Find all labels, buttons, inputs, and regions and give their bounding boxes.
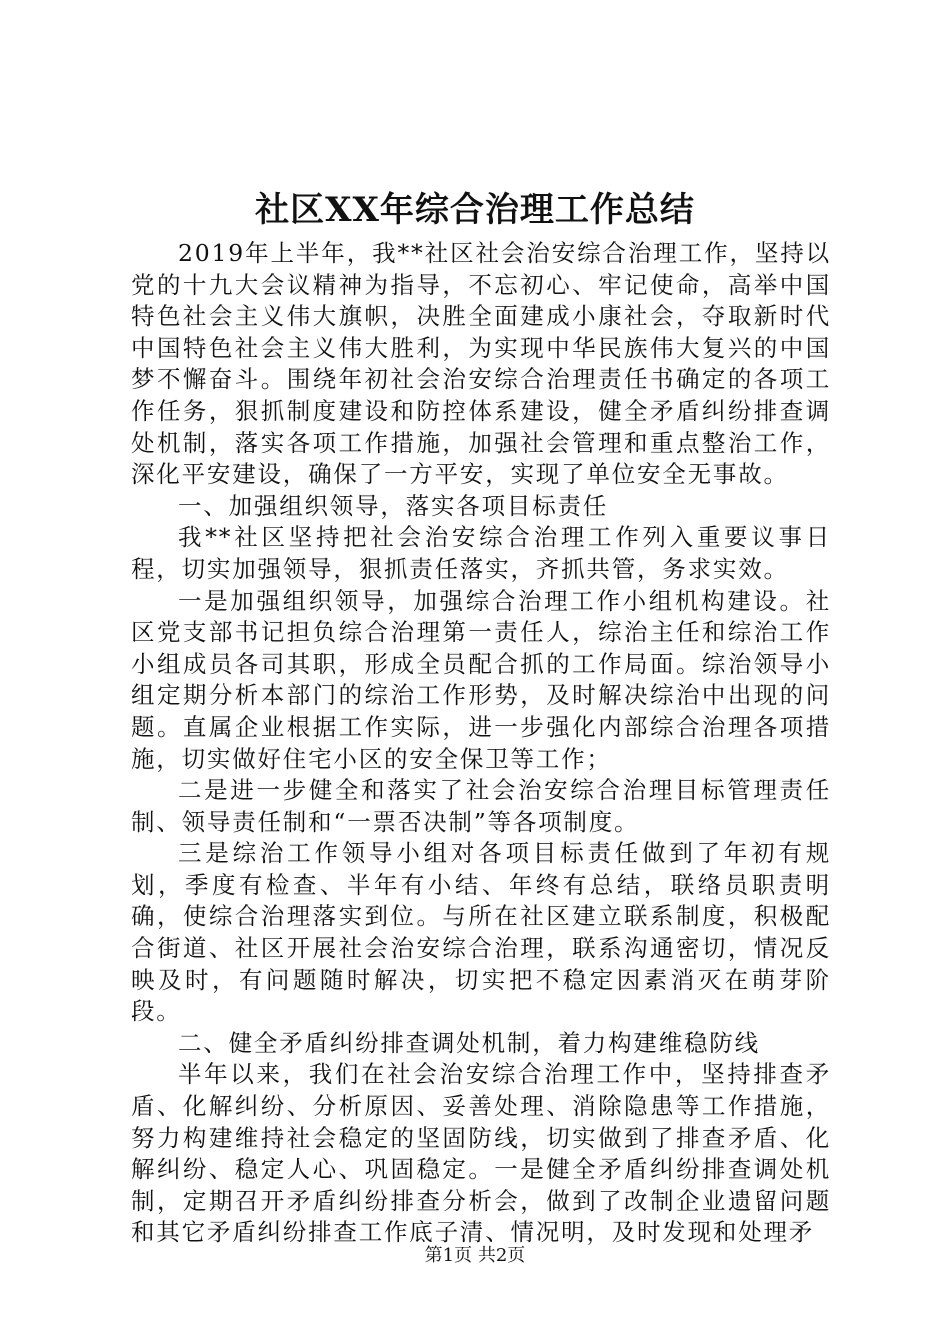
section-heading-2: 二、健全矛盾纠纷排查调处机制，着力构建维稳防线: [178, 1028, 760, 1057]
intro-paragraph: 2019年上半年，我**社区社会治安综合治理工作，坚持以党的十九大会议精神为指导，不忘初心、牢记使命，高举中国特色社会主义伟大旗帜，决胜全面建成小康社会，夺取新时代中国特色社会主义伟大胜利，为实现中华民族伟大复兴的中国梦不懈奋斗。围绕年初社会治安综合治理责任书确定的各项工作任务，狠抓制度建设和防控体系建设，健全矛盾纠纷排查调处机制，落实各项工作措施，加强社会管理和重点整治工作，深化平安建设，确保了一方平安，实现了单位安全无事故。: [131, 239, 831, 489]
section-1-paragraph-4: 三是综治工作领导小组对各项目标责任做到了年初有规划，季度有检查、半年有小结、年终有总结，联络员职责明确，使综合治理落实到位。与所在社区建立联系制度，积极配合街道、社区开展社会治安综合治理，联系沟通密切，情况反映及时，有问题随时解决，切实把不稳定因素消灭在萌芽阶段。: [131, 839, 831, 1026]
section-heading-1: 一、加强组织领导，落实各项目标责任: [178, 491, 609, 520]
document-title: 社区XX年综合治理工作总结: [255, 190, 695, 230]
section-2-paragraph-1: 半年以来，我们在社会治安综合治理工作中，坚持排查矛盾、化解纠纷、分析原因、妥善处理、消除隐患等工作措施，努力构建维持社会稳定的坚固防线，切实做到了排查矛盾、化解纠纷、稳定人心、巩固稳定。一是健全矛盾纠纷排查调处机制，定期召开矛盾纠纷排查分析会，做到了改制企业遗留问题和其它矛盾纠纷排查工作底子清、情况明，及时发现和处理矛: [131, 1060, 831, 1247]
document-body: [131, 238, 831, 1249]
section-1-paragraph-1: 我**社区坚持把社会治安综合治理工作列入重要议事日程，切实加强领导，狠抓责任落实，齐抓共管，务求实效。: [131, 523, 831, 583]
section-1-paragraph-2: 一是加强组织领导，加强综合治理工作小组机构建设。社区党支部书记担负综合治理第一责任人，综治主任和综治工作小组成员各司其职，形成全员配合抓的工作局面。综治领导小组定期分析本部门的综治工作形势，及时解决综治中出现的问题。直属企业根据工作实际，进一步强化内部综合治理各项措施，切实做好住宅小区的安全保卫等工作；: [131, 586, 831, 773]
section-1-paragraph-3: 二是进一步健全和落实了社会治安综合治理目标管理责任制、领导责任制和“一票否决制”等各项制度。: [131, 776, 831, 836]
page-number-footer: 第1页 共2页: [424, 1245, 526, 1266]
